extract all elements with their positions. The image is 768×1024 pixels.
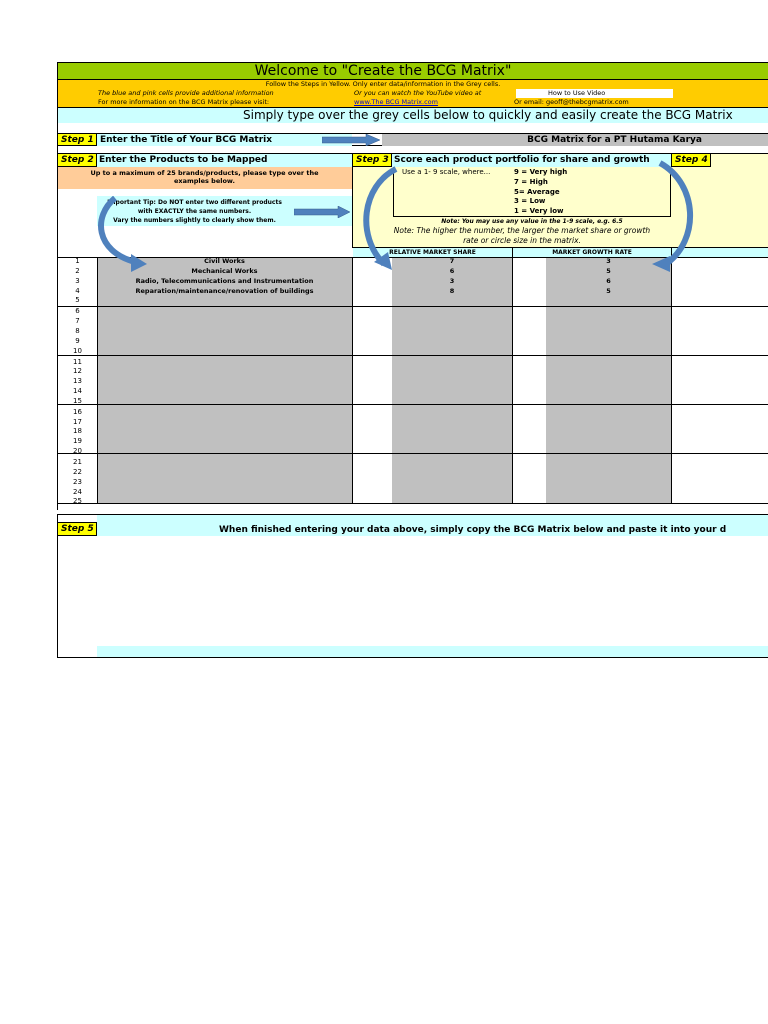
table-row [57,497,768,507]
tip-line1: Important Tip: Do NOT enter two different products [107,199,282,206]
step5-label: Step 5 [57,522,97,536]
simply-type-text: Simply type over the grey cells below to quickly and easily create the BCG Matrix [243,108,733,122]
table-row [57,458,768,468]
market-share-cell[interactable] [392,337,512,347]
row-number: 25 [73,497,82,506]
product-name-cell[interactable] [97,327,352,337]
market-share-cell[interactable] [392,358,512,368]
market-share-cell[interactable] [392,408,512,418]
email-text: Or email: geoff@thebcgmatrix.com [514,98,629,106]
youtube-note: Or you can watch the YouTube video at [354,89,482,97]
growth-rate-cell[interactable] [546,358,671,368]
step1-arrow-icon [322,134,382,146]
video-link[interactable]: How to Use Video [516,89,673,98]
table-row [57,287,768,297]
product-name-cell[interactable] [97,337,352,347]
row-number: 9 [75,336,80,345]
follow-steps-row [57,80,768,89]
growth-rate-cell[interactable] [546,317,671,327]
product-name-cell[interactable] [97,458,352,468]
row-number: 7 [75,317,80,326]
more-info-row [57,98,768,108]
col-relative-market-share: RELATIVE MARKET SHARE [353,248,512,257]
product-name-cell[interactable]: Civil Works [204,257,245,265]
product-name-cell[interactable] [97,377,352,387]
row-number: 4 [75,286,80,295]
growth-rate-cell[interactable] [546,327,671,337]
growth-rate-cell[interactable] [546,478,671,488]
market-share-cell[interactable] [392,437,512,447]
scale-intro: Use a 1- 9 scale, where... [402,168,491,176]
market-share-cell[interactable] [392,317,512,327]
row-number: 5 [75,296,80,305]
growth-rate-cell[interactable] [546,408,671,418]
growth-rate-cell[interactable]: 5 [606,286,611,295]
row-number: 12 [73,367,82,376]
market-share-cell[interactable] [392,488,512,498]
more-info-text: For more information on the BCG Matrix please visit: [98,98,270,106]
market-share-cell[interactable] [392,478,512,488]
product-name-cell[interactable] [97,447,352,457]
scale-1: 1 = Very low [514,207,564,216]
blue-pink-note: The blue and pink cells provide additional information [98,89,274,97]
curved-arrow-icon [356,166,406,276]
growth-rate-cell[interactable] [546,347,671,357]
max-products-note: Up to a maximum of 25 brands/products, please type over the examples below. [57,167,352,189]
market-share-cell[interactable] [392,418,512,428]
table-row [57,447,768,457]
table-row [57,347,768,357]
step3-heading: Score each product portfolio for share and growth [392,154,672,167]
product-rows [57,257,768,506]
growth-rate-cell[interactable]: 3 [606,257,611,265]
product-name-cell[interactable] [97,408,352,418]
table-row [57,478,768,488]
table-row [57,427,768,437]
product-name-cell[interactable] [97,296,352,306]
row-number: 21 [73,458,82,466]
row-number: 19 [73,437,82,446]
website-link[interactable]: www.The BCG Matrix.com [354,98,438,106]
sheet-title [57,62,768,80]
growth-rate-cell[interactable] [546,468,671,478]
product-name-cell[interactable]: Mechanical Works [191,266,258,275]
growth-rate-cell[interactable]: 5 [606,266,611,275]
curved-arrow-icon [95,196,155,276]
step4-label: Step 4 [671,153,711,167]
growth-rate-cell[interactable] [546,497,671,507]
market-share-cell[interactable] [392,387,512,397]
step3-label: Step 3 [352,153,392,167]
table-row [57,397,768,407]
product-name-cell[interactable] [97,427,352,437]
table-row [57,468,768,478]
growth-rate-cell[interactable] [546,387,671,397]
market-share-cell[interactable] [392,296,512,306]
table-row [57,437,768,447]
market-share-cell[interactable] [392,347,512,357]
market-share-cell[interactable] [392,447,512,457]
growth-rate-cell[interactable] [546,418,671,428]
simply-type-banner [57,108,768,123]
table-row [57,277,768,287]
step2-label: Step 2 [57,153,97,167]
market-share-cell[interactable] [392,397,512,407]
growth-rate-cell[interactable] [546,447,671,457]
col-market-growth-rate: MARKET GROWTH RATE [513,248,671,257]
table-row [57,337,768,347]
step2-heading: Enter the Products to be Mapped [97,154,352,167]
scale-3: 3 = Low [514,197,546,206]
growth-rate-cell[interactable] [546,427,671,437]
product-name-cell[interactable] [97,397,352,407]
product-name-cell[interactable] [97,437,352,447]
growth-rate-cell[interactable] [546,307,671,317]
row-number: 13 [73,377,82,386]
growth-rate-cell[interactable] [546,397,671,407]
market-share-cell[interactable] [392,468,512,478]
product-name-cell[interactable]: Reparation/maintenance/renovation of buildings [135,286,314,295]
product-name-cell[interactable] [97,387,352,397]
tip-arrow-icon [294,206,352,218]
row-number: 11 [73,357,82,366]
row-number: 17 [73,417,82,426]
product-name-cell[interactable]: Radio, Telecommunications and Instrumentation [135,276,314,285]
row-number: 8 [75,326,80,335]
market-share-cell[interactable] [392,327,512,337]
growth-rate-cell[interactable] [546,337,671,347]
table-row [57,488,768,498]
row-number: 23 [73,477,82,486]
growth-rate-cell[interactable] [546,437,671,447]
row-number: 15 [73,396,82,405]
product-name-cell[interactable] [97,418,352,428]
product-name-cell[interactable] [97,497,352,507]
market-share-cell[interactable] [392,367,512,377]
table-row [57,327,768,337]
market-share-cell[interactable]: 7 [449,257,455,265]
row-number: 2 [75,266,80,275]
step1-label: Step 1 [57,133,97,146]
market-share-cell[interactable] [392,427,512,437]
growth-rate-cell[interactable] [546,367,671,377]
scale-list [514,168,567,217]
step1-heading: Enter the Title of Your BCG Matrix [97,134,352,146]
product-name-cell[interactable] [97,478,352,488]
step5-text: When finished entering your data above, simply copy the BCG Matrix below and paste it into your d [219,525,727,535]
any-value-note: Note: You may use any value in the 1-9 scale, e.g. 6.5 [441,218,623,225]
table-row [57,317,768,327]
growth-rate-cell[interactable] [546,296,671,306]
table-row [57,307,768,317]
table-row [57,358,768,368]
tip-line2: with EXACTLY the same numbers. [137,208,252,215]
row-number: 16 [73,407,82,416]
row-number: 1 [75,257,80,265]
scale-9: 9 = Very high [514,168,568,176]
growth-rate-cell[interactable] [546,377,671,387]
table-row [57,408,768,418]
market-share-cell[interactable] [392,377,512,387]
product-name-cell[interactable] [97,317,352,327]
table-row [57,418,768,428]
row-number: 3 [75,276,80,285]
table-row [57,387,768,397]
bcg-title-input[interactable]: BCG Matrix for a PT Hutama Karya [382,134,768,146]
market-share-cell[interactable] [392,307,512,317]
higher-number-note: Note: The higher the number, the larger the market share or growth rate or circle size in the matrix. [393,226,651,245]
table-row [57,377,768,387]
growth-rate-cell[interactable]: 6 [606,276,611,285]
product-name-cell[interactable] [97,358,352,368]
market-share-cell[interactable]: 6 [449,266,455,275]
sheet-title-text: Welcome to "Create the BCG Matrix" [254,63,512,79]
product-name-cell[interactable] [97,347,352,357]
market-share-cell[interactable] [392,497,512,507]
table-row [57,367,768,377]
product-name-cell[interactable] [97,468,352,478]
market-share-cell[interactable] [392,458,512,468]
market-share-cell[interactable]: 8 [449,286,455,295]
scale-7: 7 = High [514,177,548,186]
row-number: 20 [73,447,82,456]
tip-line3: Vary the numbers slightly to clearly show them. [113,217,276,224]
row-number: 10 [73,346,82,355]
growth-rate-cell[interactable] [546,458,671,468]
scale-5: 5= Average [514,187,560,196]
table-row [57,296,768,306]
blue-pink-row [57,89,768,98]
row-number: 24 [73,487,82,496]
curved-arrow-icon [650,160,700,276]
market-share-cell[interactable]: 3 [449,276,455,285]
row-number: 14 [73,387,82,396]
row-number: 18 [73,427,82,436]
row-number: 6 [75,307,80,316]
product-name-cell[interactable] [97,367,352,377]
row-number: 22 [73,467,82,476]
product-name-cell[interactable] [97,307,352,317]
product-name-cell[interactable] [97,488,352,498]
follow-steps-text: Follow the Steps in Yellow. Only enter data/information in the Grey cells. [265,80,501,88]
growth-rate-cell[interactable] [546,488,671,498]
